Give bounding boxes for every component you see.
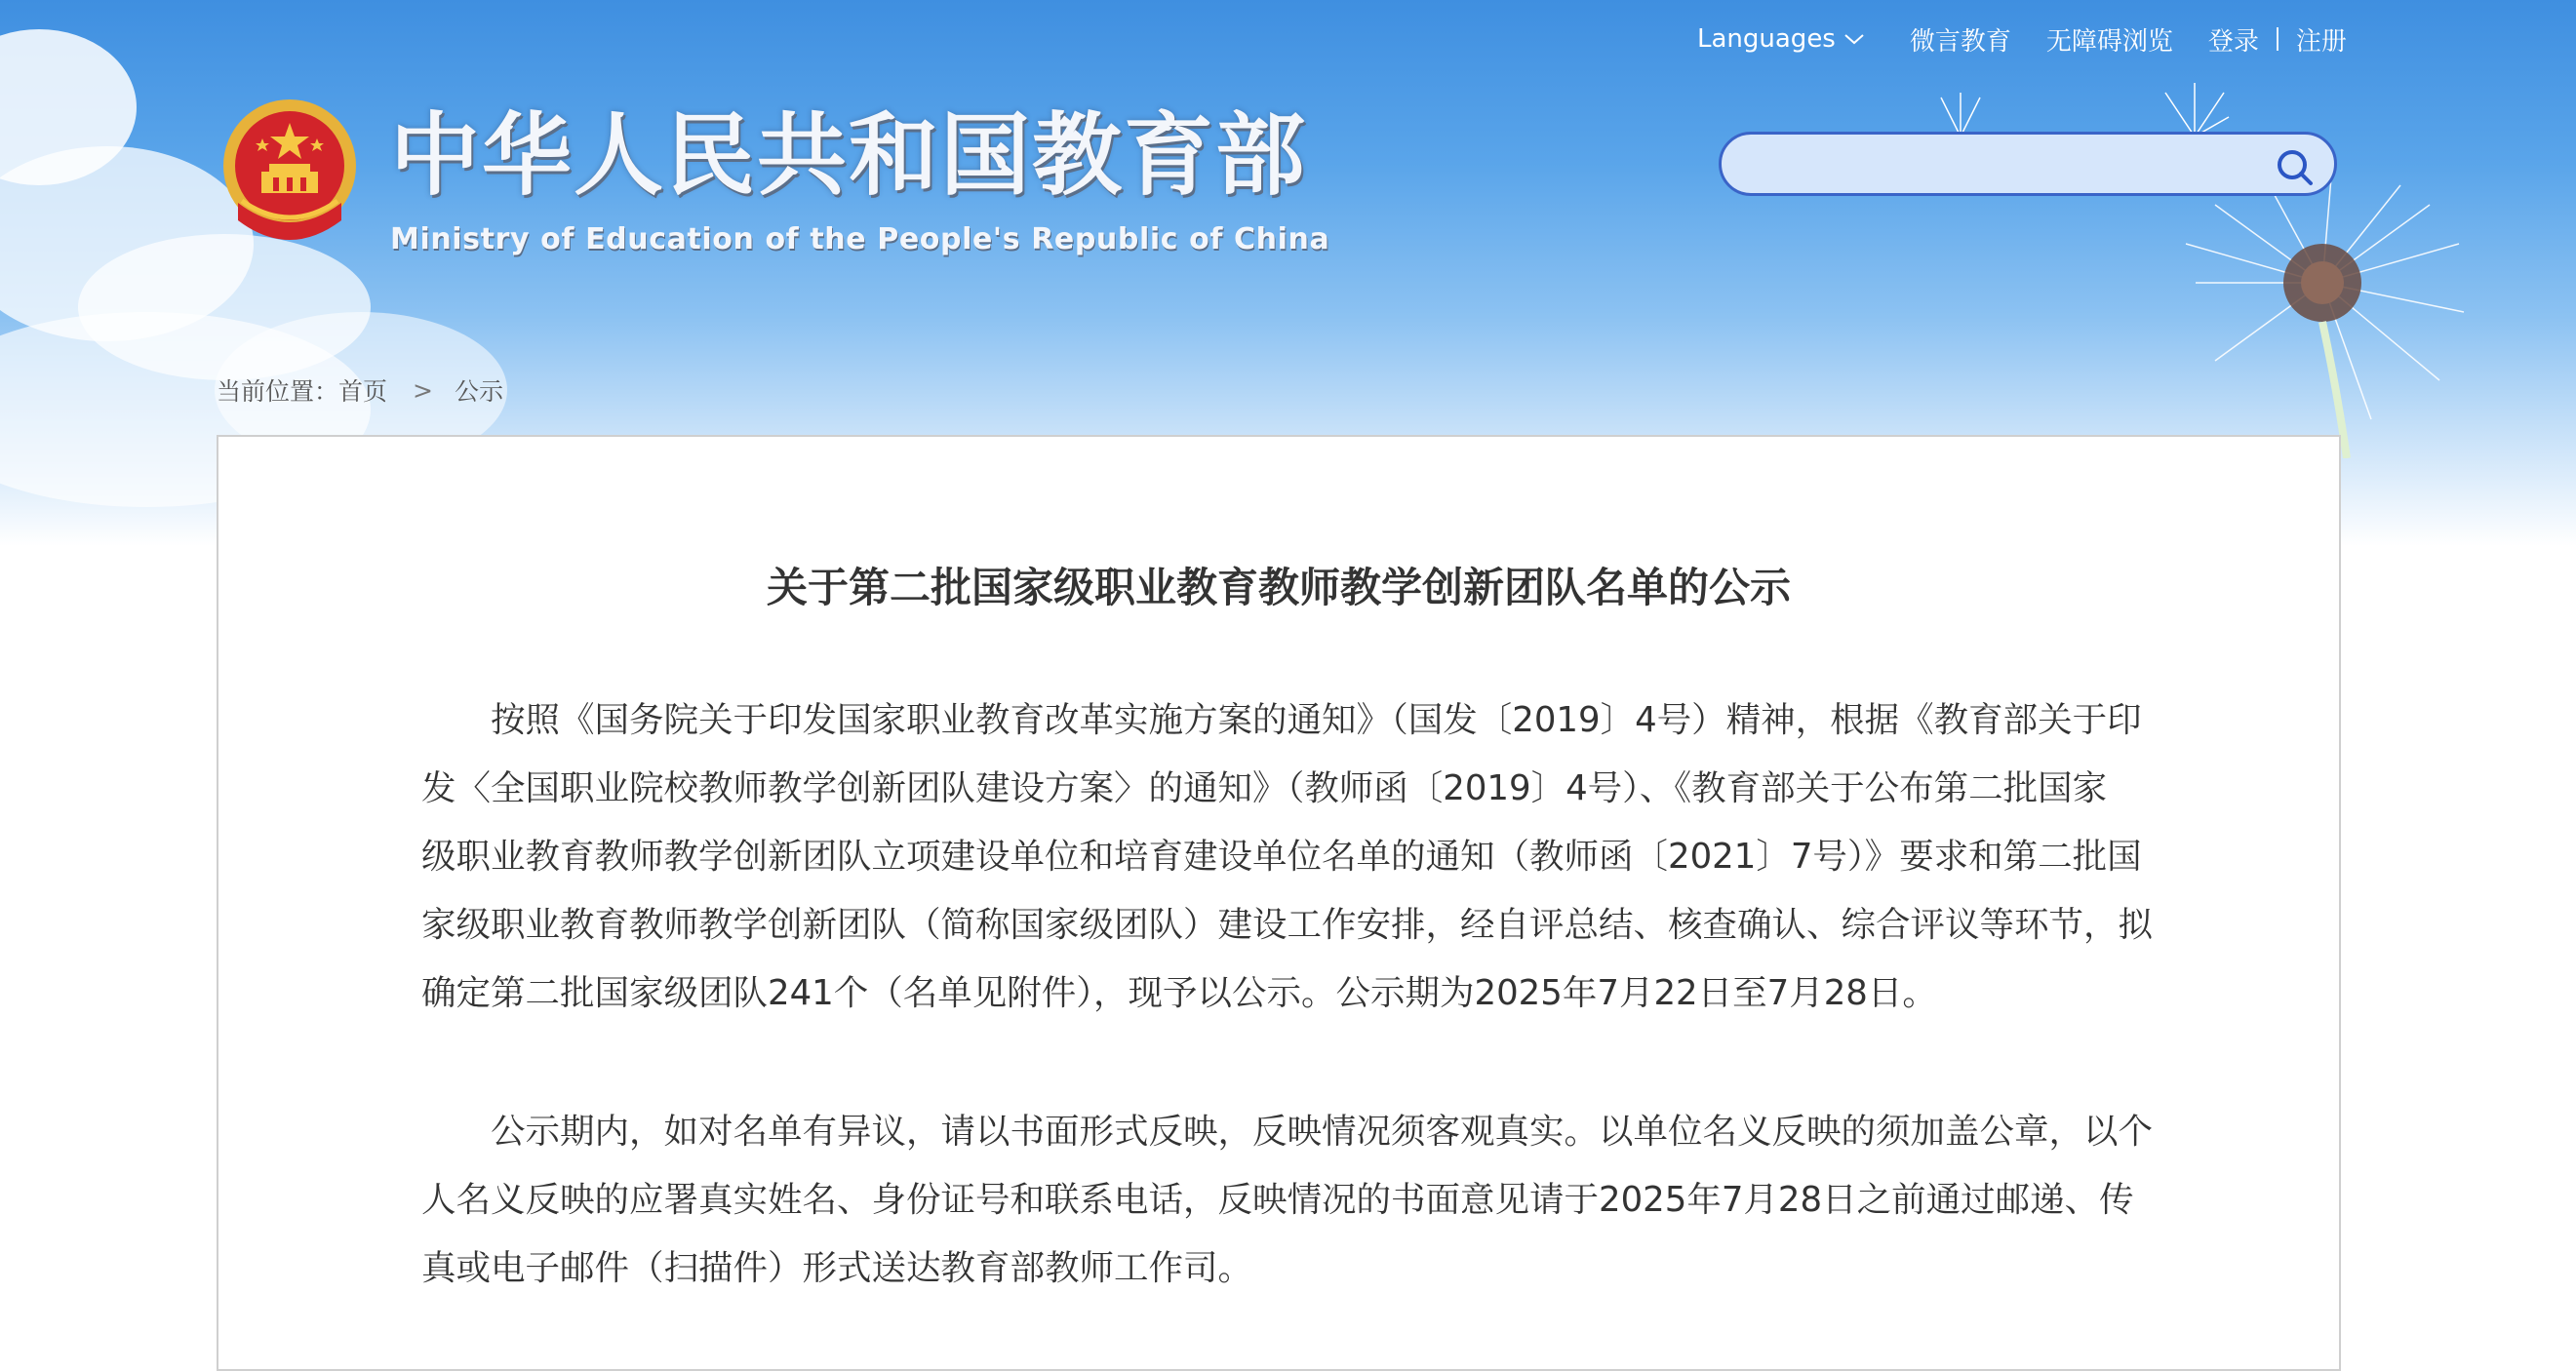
login-link[interactable]: 登录 bbox=[2207, 26, 2259, 57]
national-emblem-icon bbox=[218, 96, 361, 252]
paragraph-line: 级职业教育教师教学创新团队立项建设单位和培育建设单位名单的通知（教师函〔2021〕7号）》要求和第二批国 bbox=[421, 837, 2142, 877]
paragraph-line: 真或电子邮件（扫描件）形式送达教育部教师工作司。 bbox=[421, 1248, 1253, 1288]
dandelion-decoration bbox=[2176, 166, 2469, 458]
breadcrumb-home-link[interactable]: 首页 bbox=[338, 377, 388, 406]
logo-english-title: Ministry of Education of the People's Republic of China bbox=[390, 222, 1330, 256]
languages-dropdown[interactable] bbox=[1697, 24, 1865, 54]
chevron-down-icon bbox=[1843, 32, 1865, 46]
search-box bbox=[1719, 132, 2337, 196]
paragraph-line: 按照《国务院关于印发国家职业教育改革实施方案的通知》（国发〔2019〕4号）精神，根据《教育部关于印 bbox=[491, 700, 2142, 740]
search-input[interactable] bbox=[1751, 144, 2262, 187]
search-icon[interactable] bbox=[2274, 146, 2317, 189]
paragraph-line: 人名义反映的应署真实姓名、身份证号和联系电话，反映情况的书面意见请于2025年7月28日之前通过邮递、传 bbox=[421, 1180, 2134, 1220]
article-container bbox=[217, 435, 2341, 1371]
site-logo[interactable] bbox=[218, 96, 1329, 256]
article-title: 关于第二批国家级职业教育教师教学创新团队名单的公示 bbox=[766, 564, 1791, 611]
paragraph-line: 公示期内，如对名单有异议，请以书面形式反映，反映情况须客观真实。以单位名义反映的须加盖公章，以个 bbox=[491, 1112, 2154, 1152]
breadcrumb-current[interactable]: 公示 bbox=[454, 377, 503, 406]
top-navigation bbox=[1697, 20, 2347, 59]
paragraph-line: 家级职业教育教师教学创新团队（简称国家级团队）建设工作安排，经自评总结、核查确认、综合评议等环节，拟 bbox=[421, 905, 2154, 945]
article-paragraph-1 bbox=[421, 686, 2154, 1028]
breadcrumb-separator: > bbox=[413, 375, 433, 405]
languages-label: Languages bbox=[1697, 24, 1836, 54]
weiyan-link[interactable]: 微言教育 bbox=[1909, 26, 2011, 57]
register-link[interactable]: 注册 bbox=[2295, 26, 2347, 57]
paragraph-line: 发〈全国职业院校教师教学创新团队建设方案〉的通知》（教师函〔2019〕4号）、《教育部关于公布第二批国家 bbox=[421, 768, 2108, 808]
logo-chinese-title: 中华人民共和国教育部 bbox=[390, 103, 1308, 208]
nav-divider bbox=[2277, 27, 2279, 51]
accessibility-link[interactable]: 无障碍浏览 bbox=[2045, 26, 2173, 57]
breadcrumb bbox=[217, 372, 503, 408]
article-paragraph-2 bbox=[421, 1098, 2154, 1303]
paragraph-line: 确定第二批国家级团队241个（名单见附件），现予以公示。公示期为2025年7月22日至7月28日。 bbox=[421, 973, 1937, 1013]
breadcrumb-prefix: 当前位置： bbox=[217, 377, 339, 406]
